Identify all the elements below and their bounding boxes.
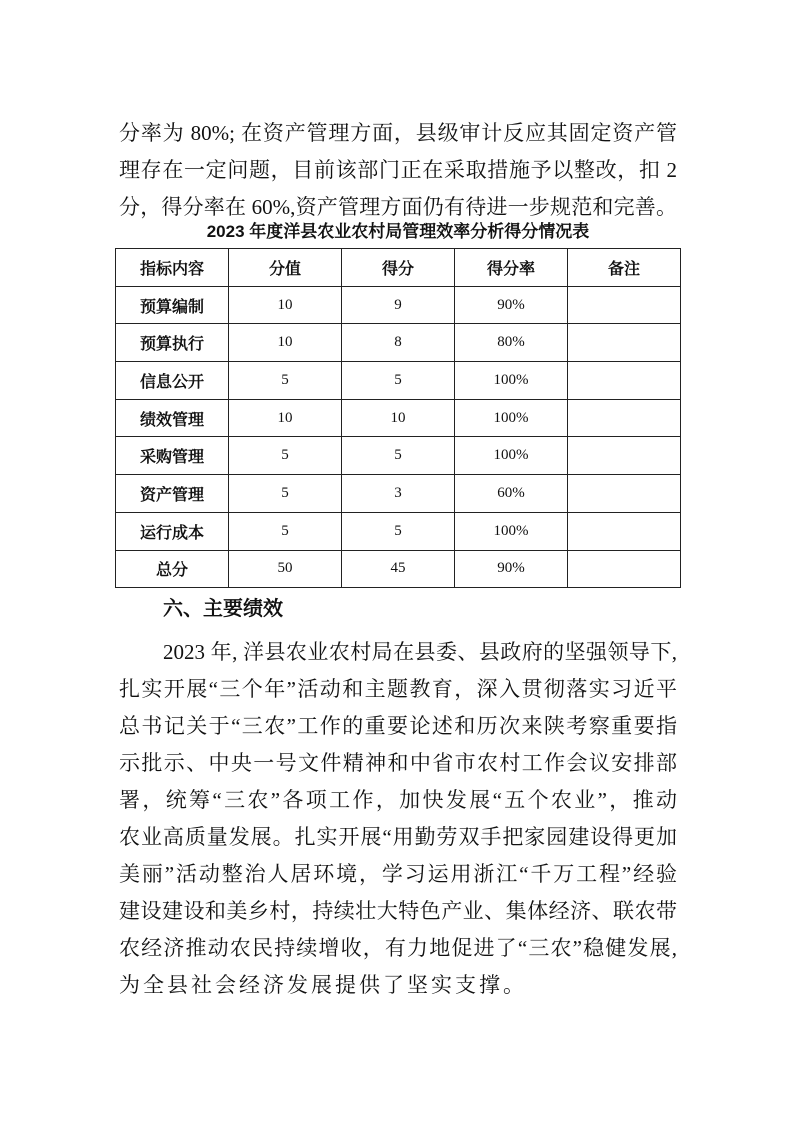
table-cell: 5 (229, 362, 342, 400)
table-cell: 9 (342, 286, 455, 324)
table-cell: 10 (342, 399, 455, 437)
column-header: 指标内容 (116, 249, 229, 287)
table-row (116, 550, 681, 588)
table-cell: 5 (229, 437, 342, 475)
table-row (116, 437, 681, 475)
table-cell (568, 362, 681, 400)
table-cell (568, 512, 681, 550)
paragraph-line: 扎实开展“三个年”活动和主题教育，深入贯彻落实习近平 (119, 677, 677, 701)
table-cell: 总分 (116, 550, 229, 588)
table-cell: 5 (342, 512, 455, 550)
paragraph-line: 农经济推动农民持续增收，有力地促进了“三农”稳健发展, (119, 936, 677, 960)
table-cell: 100% (455, 399, 568, 437)
score-table (115, 248, 681, 588)
column-header: 得分 (342, 249, 455, 287)
table-cell: 运行成本 (116, 512, 229, 550)
table-cell: 资产管理 (116, 475, 229, 513)
table-cell: 采购管理 (116, 437, 229, 475)
paragraph-line: 2023 年, 洋县农业农村局在县委、县政府的坚强领导下, (163, 640, 677, 664)
table-cell: 预算执行 (116, 324, 229, 362)
table-cell: 80% (455, 324, 568, 362)
paragraph-line: 农业高质量发展。扎实开展“用勤劳双手把家园建设得更加 (119, 825, 677, 849)
paragraph-line: 为全县社会经济发展提供了坚实支撑。 (119, 973, 527, 997)
table-title: 2023 年度洋县农业农村局管理效率分析得分情况表 (206, 222, 590, 241)
intro-line: 分，得分率在 60%,资产管理方面仍有待进一步规范和完善。 (119, 195, 677, 219)
column-header: 分值 (229, 249, 342, 287)
table-cell: 10 (229, 399, 342, 437)
column-header: 得分率 (455, 249, 568, 287)
table-row (116, 475, 681, 513)
table-cell: 50 (229, 550, 342, 588)
table-cell (568, 550, 681, 588)
table-cell: 100% (455, 512, 568, 550)
paragraph-line: 示批示、中央一号文件精神和中省市农村工作会议安排部 (119, 751, 677, 775)
table-cell: 10 (229, 286, 342, 324)
table-cell (568, 437, 681, 475)
table-cell: 10 (229, 324, 342, 362)
intro-line: 理存在一定问题，目前该部门正在采取措施予以整改，扣 2 (119, 158, 677, 182)
table-row (116, 324, 681, 362)
table-cell: 90% (455, 286, 568, 324)
intro-line: 分率为 80%; 在资产管理方面，县级审计反应其固定资产管 (119, 121, 677, 145)
table-cell: 预算编制 (116, 286, 229, 324)
table-header-row (116, 249, 681, 287)
section-heading: 六、主要绩效 (163, 598, 283, 620)
table-cell (568, 286, 681, 324)
table-cell (568, 324, 681, 362)
paragraph-line: 美丽”活动整治人居环境，学习运用浙江“千万工程”经验 (119, 862, 677, 886)
paragraph-line: 建设建设和美乡村，持续壮大特色产业、集体经济、联农带 (119, 899, 677, 923)
table-cell: 绩效管理 (116, 399, 229, 437)
table-cell: 60% (455, 475, 568, 513)
table-cell: 5 (342, 437, 455, 475)
table-row (116, 362, 681, 400)
table-cell (568, 399, 681, 437)
table-cell: 5 (229, 512, 342, 550)
paragraph-line: 署，统筹“三农”各项工作，加快发展“五个农业”，推动 (119, 788, 677, 812)
table-cell: 100% (455, 437, 568, 475)
table-cell: 45 (342, 550, 455, 588)
table-cell: 90% (455, 550, 568, 588)
table-row (116, 512, 681, 550)
table-row (116, 286, 681, 324)
table-cell: 3 (342, 475, 455, 513)
paragraph-line: 总书记关于“三农”工作的重要论述和历次来陕考察重要指 (119, 714, 677, 738)
table-cell: 5 (342, 362, 455, 400)
table-cell: 100% (455, 362, 568, 400)
table-row (116, 399, 681, 437)
column-header: 备注 (568, 249, 681, 287)
table-cell: 5 (229, 475, 342, 513)
table-cell (568, 475, 681, 513)
table-cell: 8 (342, 324, 455, 362)
table-cell: 信息公开 (116, 362, 229, 400)
